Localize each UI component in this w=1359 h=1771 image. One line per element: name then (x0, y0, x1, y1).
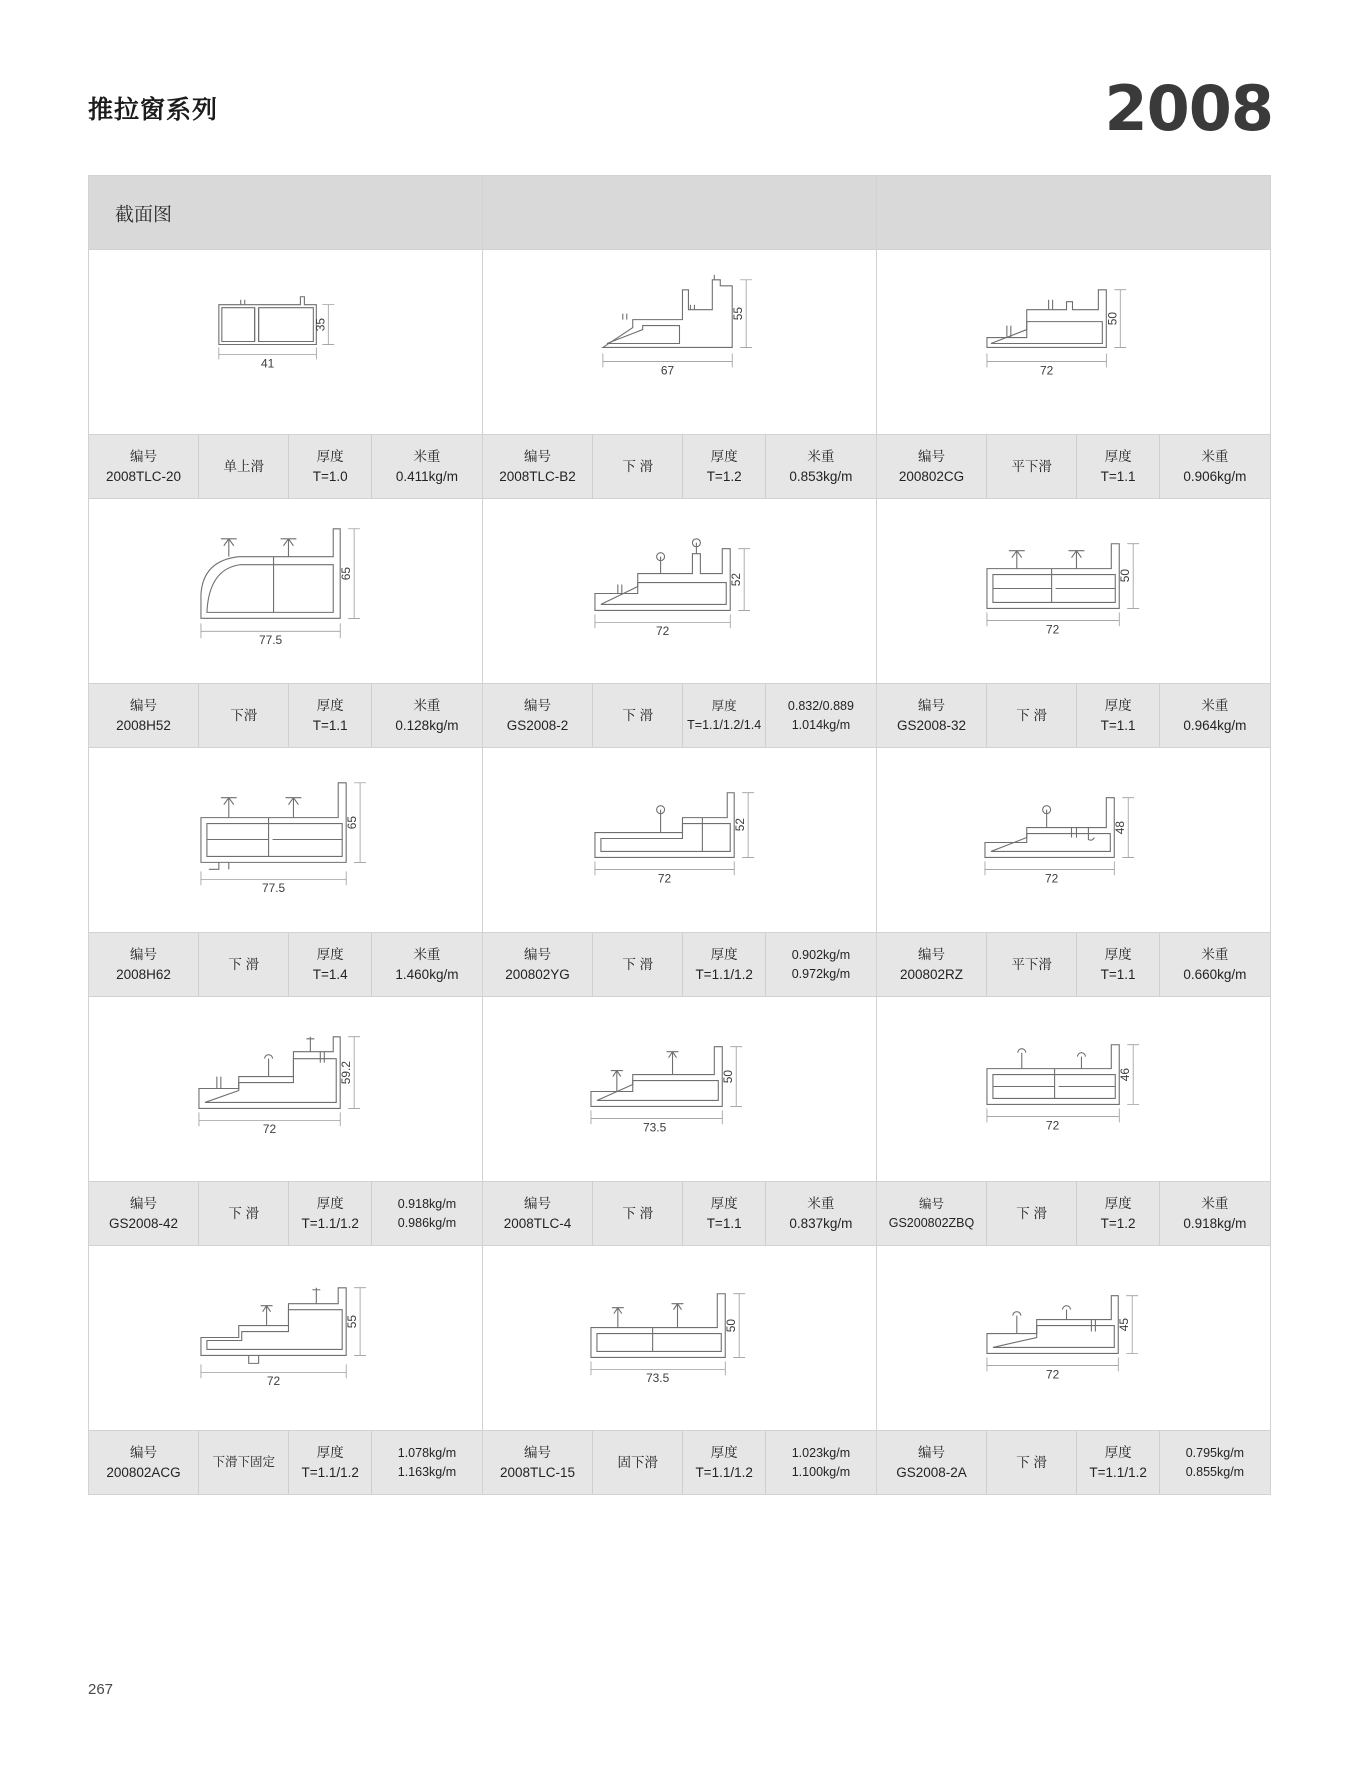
spec-code-value: 2008H62 (116, 966, 171, 982)
spec-code-value: GS2008-2A (896, 1464, 967, 1480)
spec-weight (766, 933, 876, 996)
spec-cell-1-2 (483, 435, 877, 499)
spec-weight (766, 435, 876, 498)
spec-cell-1-3 (877, 435, 1271, 499)
spec-thickness-value: T=1.0 (312, 468, 348, 484)
profile-table (88, 175, 1271, 1495)
spec-thickness-header: 厚度 (710, 448, 738, 464)
drawing-cell-5-2 (483, 1246, 877, 1431)
dim-width-label: 72 (1044, 871, 1059, 886)
spec-weight-value-line2: 0.972kg/m (791, 966, 851, 981)
spec-weight-header: 米重 (1201, 946, 1229, 962)
spec-weight-value: 0.906kg/m (1183, 468, 1247, 484)
spec-thickness-value: T=1.1 (1100, 966, 1136, 982)
spec-thickness-value: T=1.1/1.2 (301, 1464, 359, 1480)
drawing-cell-5-1 (89, 1246, 483, 1431)
spec-weight-value-line1: 1.023kg/m (791, 1446, 851, 1461)
dim-height-label: 50 (1118, 568, 1133, 583)
spec-code (877, 1431, 987, 1494)
spec-cell-3-2 (483, 933, 877, 997)
spec-code (483, 684, 593, 747)
spec-weight-value-line1: 0.832/0.889 (787, 699, 854, 714)
spec-type-value: 下 滑 (1016, 1454, 1048, 1470)
spec-cell-1-1 (89, 435, 483, 499)
spec-weight-value-line1: 0.918kg/m (397, 1197, 457, 1212)
spec-weight (1160, 1182, 1270, 1245)
spec-weight-value: 0.411kg/m (395, 468, 458, 484)
spec-thickness-value: T=1.1/1.2/1.4 (687, 717, 762, 732)
section-header-label: 截面图 (115, 204, 173, 225)
spec-type (199, 684, 289, 747)
dim-width-label: 72 (262, 1122, 277, 1137)
spec-thickness-header: 厚度 (1104, 448, 1132, 464)
spec-code-value: 2008TLC-B2 (499, 468, 576, 484)
spec-weight-value-line2: 0.855kg/m (1185, 1464, 1245, 1479)
spec-code-header: 编号 (130, 448, 158, 464)
spec-thickness-header: 厚度 (316, 946, 344, 962)
dim-height-label: 48 (1113, 820, 1128, 835)
dim-height-label: 52 (733, 817, 748, 832)
dim-width-label: 77.5 (258, 633, 283, 648)
spec-thickness-header: 厚度 (710, 1195, 738, 1211)
drawing-cell-1-1 (89, 250, 483, 435)
spec-type (199, 1182, 289, 1245)
spec-weight-header: 米重 (807, 448, 835, 464)
spec-code-value: 200802YG (505, 966, 570, 982)
spec-weight-value: 1.460kg/m (395, 966, 459, 982)
spec-thickness-value: T=1.2 (706, 468, 742, 484)
spec-code-header: 编号 (130, 946, 158, 962)
spec-weight (1160, 1431, 1270, 1494)
spec-weight-value-line1: 0.795kg/m (1185, 1446, 1245, 1461)
spec-thickness-value: T=1.2 (1100, 1215, 1136, 1231)
spec-weight-value: 0.853kg/m (789, 468, 853, 484)
spec-thickness (289, 1431, 372, 1494)
spec-code (483, 933, 593, 996)
dim-height-label: 50 (1105, 311, 1120, 326)
spec-weight-value-line2: 1.014kg/m (791, 717, 851, 732)
spec-thickness-value: T=1.1/1.2 (301, 1215, 359, 1231)
spec-type-value: 固下滑 (617, 1454, 658, 1470)
spec-type-value: 下 滑 (622, 956, 654, 972)
spec-weight (372, 933, 482, 996)
dim-width-label: 72 (657, 871, 672, 886)
spec-thickness-value: T=1.1/1.2 (695, 966, 753, 982)
spec-code (483, 1182, 593, 1245)
spec-weight (372, 1431, 482, 1494)
dim-width-label: 72 (266, 1374, 281, 1389)
drawing-band-5 (89, 1246, 1271, 1431)
dim-width-label: 72 (1039, 363, 1054, 378)
drawing-cell-1-2 (483, 250, 877, 435)
spec-weight (372, 684, 482, 747)
spec-weight-header: 米重 (413, 946, 441, 962)
spec-cell-2-1 (89, 684, 483, 748)
spec-weight (1160, 435, 1270, 498)
drawing-cell-4-3 (877, 997, 1271, 1182)
drawing-band-3 (89, 748, 1271, 933)
spec-cell-5-2 (483, 1431, 877, 1495)
profile-drawing-GS2008-32 (877, 499, 1270, 683)
spec-type-value: 下 滑 (228, 956, 260, 972)
profile-drawing-2008TLC-B2 (483, 250, 876, 434)
spec-code-value: 200802CG (898, 468, 965, 484)
dim-height-label: 46 (1118, 1067, 1133, 1082)
spec-type-value: 平下滑 (1011, 956, 1052, 972)
dim-height-label: 59.2 (339, 1060, 354, 1085)
spec-weight (766, 1182, 876, 1245)
spec-code (89, 435, 199, 498)
spec-cell-4-1 (89, 1182, 483, 1246)
spec-weight-header: 米重 (1201, 697, 1229, 713)
drawing-cell-3-1 (89, 748, 483, 933)
table-header-cell-1 (89, 176, 483, 250)
profile-drawing-GS200802ZBQ (877, 997, 1270, 1181)
spec-type-value: 下 滑 (622, 1205, 654, 1221)
drawing-cell-3-3 (877, 748, 1271, 933)
spec-code-header: 编号 (130, 697, 158, 713)
spec-thickness-header: 厚度 (1104, 1444, 1132, 1460)
profile-drawing-200802ACG (89, 1246, 482, 1430)
spec-weight-value: 0.128kg/m (395, 717, 459, 733)
spec-type (593, 684, 683, 747)
spec-code (89, 1182, 199, 1245)
spec-cell-3-1 (89, 933, 483, 997)
profile-drawing-2008TLC-4 (483, 997, 876, 1181)
spec-code-header: 编号 (524, 1195, 551, 1211)
drawing-band-4 (89, 997, 1271, 1182)
dim-height-label: 65 (345, 815, 360, 830)
spec-type-value: 下 滑 (228, 1205, 260, 1221)
spec-weight-value: 0.837kg/m (789, 1215, 853, 1231)
drawing-band-1 (89, 250, 1271, 435)
dim-width-label: 72 (1045, 1367, 1060, 1382)
spec-type (199, 435, 289, 498)
drawing-cell-2-1 (89, 499, 483, 684)
spec-thickness-header: 厚度 (710, 1444, 738, 1460)
spec-thickness (289, 435, 372, 498)
spec-code-header: 编号 (130, 1195, 158, 1211)
spec-weight-value-line2: 1.163kg/m (397, 1464, 457, 1479)
dim-width-label: 73.5 (643, 1120, 667, 1135)
spec-band-1 (89, 435, 1271, 499)
profile-drawing-2008H52 (89, 499, 482, 683)
spec-thickness-header: 厚度 (316, 1444, 344, 1460)
spec-weight-header: 米重 (413, 697, 441, 713)
spec-code-value: 2008TLC-15 (499, 1464, 576, 1480)
spec-thickness (683, 1431, 766, 1494)
spec-thickness (289, 684, 372, 747)
spec-type (593, 435, 683, 498)
dim-width-label: 72 (1045, 622, 1060, 637)
drawing-cell-1-3 (877, 250, 1271, 435)
spec-band-5 (89, 1431, 1271, 1495)
spec-thickness-header: 厚度 (316, 448, 344, 464)
spec-thickness (1077, 1182, 1160, 1245)
spec-code-header: 编号 (524, 1444, 551, 1460)
spec-weight-value: 0.918kg/m (1183, 1215, 1247, 1231)
profile-drawing-2008TLC-15 (483, 1246, 876, 1430)
spec-cell-3-3 (877, 933, 1271, 997)
spec-code-value: 200802RZ (899, 966, 963, 982)
dim-width-label: 72 (655, 624, 670, 639)
page-header (88, 72, 1273, 145)
profile-drawing-200802YG (483, 748, 876, 932)
spec-code (89, 1431, 199, 1494)
spec-cell-2-3 (877, 684, 1271, 748)
spec-code (877, 684, 987, 747)
spec-thickness-header: 厚度 (1104, 946, 1132, 962)
spec-weight (766, 1431, 876, 1494)
spec-type-value: 下滑下固定 (212, 1455, 275, 1470)
spec-type (593, 1431, 683, 1494)
spec-weight-header: 米重 (807, 1195, 835, 1211)
spec-thickness (289, 933, 372, 996)
spec-thickness-value: T=1.4 (312, 966, 348, 982)
spec-code (483, 435, 593, 498)
table-header-cell-2 (483, 176, 877, 250)
dim-height-label: 35 (313, 317, 328, 332)
table-header-band (89, 176, 1271, 250)
spec-weight-value-line1: 1.078kg/m (397, 1446, 457, 1461)
spec-thickness-value: T=1.1 (1100, 717, 1136, 733)
spec-type (987, 1431, 1077, 1494)
dim-height-label: 50 (724, 1318, 739, 1333)
spec-thickness (289, 1182, 372, 1245)
spec-code-value: 200802ACG (106, 1464, 181, 1480)
spec-weight-value-line1: 0.902kg/m (791, 948, 851, 963)
spec-type-value: 下 滑 (1016, 707, 1048, 723)
spec-thickness-value: T=1.1 (312, 717, 348, 733)
spec-code-header: 编号 (917, 697, 945, 713)
spec-cell-4-2 (483, 1182, 877, 1246)
spec-cell-5-3 (877, 1431, 1271, 1495)
spec-type-value: 单上滑 (223, 458, 264, 474)
spec-thickness-header: 厚度 (711, 699, 737, 714)
drawing-cell-4-2 (483, 997, 877, 1182)
spec-cell-5-1 (89, 1431, 483, 1495)
profile-drawing-GS2008-42 (89, 997, 482, 1181)
series-number: 2008 (1104, 72, 1273, 145)
spec-type (987, 1182, 1077, 1245)
spec-type (199, 1431, 289, 1494)
spec-code-header: 编号 (918, 1197, 944, 1212)
drawing-cell-2-2 (483, 499, 877, 684)
spec-code-header: 编号 (130, 1444, 158, 1460)
spec-weight (372, 1182, 482, 1245)
spec-code (89, 933, 199, 996)
spec-code-header: 编号 (917, 448, 945, 464)
drawing-cell-2-3 (877, 499, 1271, 684)
spec-weight-header: 米重 (1201, 1195, 1229, 1211)
spec-code-value: GS2008-2 (506, 717, 569, 733)
dim-width-label: 73.5 (645, 1371, 670, 1386)
dim-width-label: 41 (260, 356, 275, 371)
spec-thickness (683, 933, 766, 996)
spec-type (987, 684, 1077, 747)
table-header-cell-3 (877, 176, 1271, 250)
drawing-cell-4-1 (89, 997, 483, 1182)
spec-code-value: 2008H52 (116, 717, 171, 733)
spec-type (987, 435, 1077, 498)
profile-drawing-200802CG (877, 250, 1270, 434)
spec-thickness (1077, 933, 1160, 996)
page-number: 267 (88, 1681, 114, 1698)
spec-thickness (1077, 1431, 1160, 1494)
spec-weight (1160, 933, 1270, 996)
spec-thickness (683, 684, 766, 747)
spec-code (877, 435, 987, 498)
spec-type-value: 下 滑 (1016, 1205, 1048, 1221)
spec-weight-header: 米重 (413, 448, 441, 464)
dim-width-label: 72 (1045, 1118, 1060, 1133)
dim-height-label: 45 (1117, 1317, 1132, 1332)
spec-thickness (683, 435, 766, 498)
spec-type (593, 933, 683, 996)
spec-weight (1160, 684, 1270, 747)
spec-code-value: 2008TLC-4 (503, 1215, 572, 1231)
spec-code (483, 1431, 593, 1494)
dim-height-label: 65 (339, 566, 354, 581)
spec-type-value: 平下滑 (1011, 458, 1052, 474)
spec-thickness (1077, 684, 1160, 747)
spec-thickness-header: 厚度 (316, 1195, 344, 1211)
spec-cell-2-2 (483, 684, 877, 748)
drawing-band-2 (89, 499, 1271, 684)
spec-thickness-header: 厚度 (316, 697, 344, 713)
spec-code (89, 684, 199, 747)
spec-thickness-value: T=1.1/1.2 (695, 1464, 753, 1480)
spec-thickness-header: 厚度 (710, 946, 738, 962)
profile-drawing-2008TLC-20 (89, 250, 482, 434)
dim-height-label: 55 (731, 307, 746, 321)
spec-thickness (1077, 435, 1160, 498)
spec-code-header: 编号 (524, 946, 551, 962)
spec-thickness-value: T=1.1 (706, 1215, 742, 1231)
dim-height-label: 55 (345, 1314, 360, 1329)
spec-thickness-value: T=1.1/1.2 (1089, 1464, 1147, 1480)
spec-code (877, 1182, 987, 1245)
spec-weight-value-line2: 0.986kg/m (397, 1215, 457, 1230)
spec-type-value: 下滑 (230, 707, 258, 723)
spec-band-2 (89, 684, 1271, 748)
spec-thickness (683, 1182, 766, 1245)
spec-code (877, 933, 987, 996)
spec-type (199, 933, 289, 996)
spec-type-value: 下 滑 (622, 707, 654, 723)
spec-weight (766, 684, 876, 747)
spec-thickness-header: 厚度 (1104, 1195, 1132, 1211)
profile-drawing-200802RZ (877, 748, 1270, 932)
page-title: 推拉窗系列 (88, 96, 219, 124)
profile-drawing-GS2008-2A (877, 1246, 1270, 1430)
dim-height-label: 50 (721, 1069, 736, 1084)
spec-type-value: 下 滑 (622, 458, 654, 474)
spec-code-header: 编号 (917, 1444, 945, 1460)
spec-thickness-header: 厚度 (1104, 697, 1132, 713)
profile-drawing-2008H62 (89, 748, 482, 932)
spec-code-value: GS2008-32 (896, 717, 967, 733)
drawing-cell-3-2 (483, 748, 877, 933)
spec-band-3 (89, 933, 1271, 997)
drawing-cell-5-3 (877, 1246, 1271, 1431)
spec-code-value: GS2008-42 (108, 1215, 179, 1231)
spec-weight (372, 435, 482, 498)
dim-width-label: 67 (660, 363, 675, 378)
spec-type (593, 1182, 683, 1245)
spec-cell-4-3 (877, 1182, 1271, 1246)
spec-weight-header: 米重 (1201, 448, 1229, 464)
spec-code-header: 编号 (524, 448, 551, 464)
profile-drawing-GS2008-2 (483, 499, 876, 683)
spec-code-header: 编号 (524, 697, 551, 713)
spec-weight-value: 0.660kg/m (1183, 966, 1247, 982)
spec-weight-value: 0.964kg/m (1183, 717, 1247, 733)
spec-type (987, 933, 1077, 996)
spec-thickness-value: T=1.1 (1100, 468, 1136, 484)
spec-code-header: 编号 (917, 946, 945, 962)
spec-code-value: GS200802ZBQ (888, 1215, 975, 1230)
spec-weight-value-line2: 1.100kg/m (791, 1464, 851, 1479)
dim-height-label: 52 (729, 572, 744, 587)
dim-width-label: 77.5 (261, 881, 286, 896)
spec-band-4 (89, 1182, 1271, 1246)
spec-code-value: 2008TLC-20 (105, 468, 182, 484)
